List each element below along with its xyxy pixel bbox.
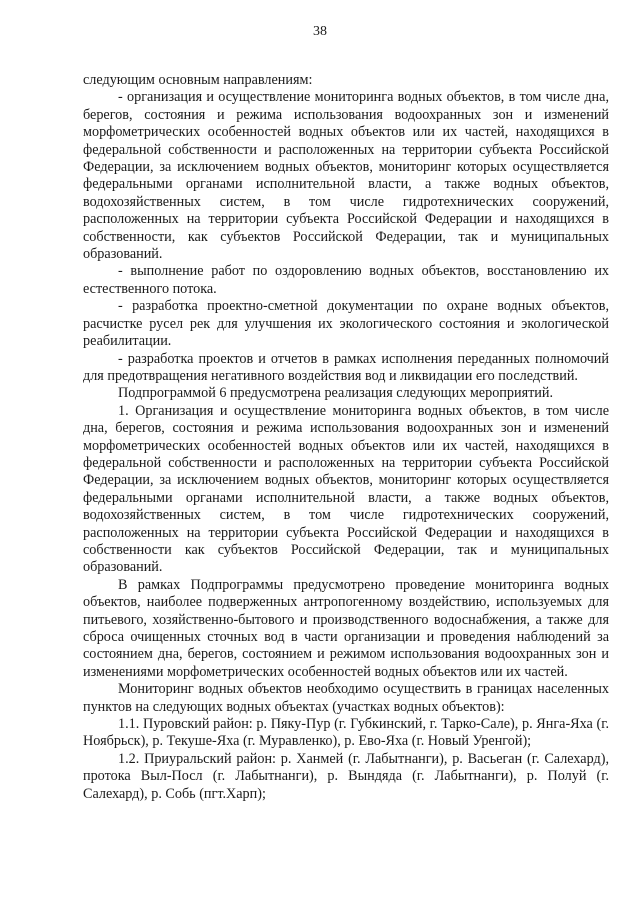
paragraph: В рамках Подпрограммы предусмотрено проведение мониторинга водных объектов, наиболее подверженных антропогенному воздействию, используемых для питьевого, хозяйственно-бытового и производственного водоснабжения, а также для сброса очищенных сточных вод в части организации и проведения наблюдений за состоянием дна, берегов, состоянием и режимом использования водоохранных зон и изменениями морфометрических особенностей водных объектов или их частей. xyxy=(83,576,609,680)
paragraph: - разработка проектно-сметной документации по охране водных объектов, расчистке русел рек для улучшения их экологического состояния и экологической реабилитации. xyxy=(83,298,609,350)
paragraph: Мониторинг водных объектов необходимо осуществить в границах населенных пунктов на следующих водных объектах (участках водных объектов): xyxy=(83,681,609,715)
paragraph: следующим основным направлениям: xyxy=(83,72,313,88)
paragraph: - выполнение работ по оздоровлению водных объектов, восстановлению их естественного потока. xyxy=(83,263,609,297)
page-number: 38 xyxy=(313,24,327,39)
paragraph: - организация и осуществление мониторинга водных объектов, в том числе дна, берегов, состояния и режима использования водоохранных зон и изменений морфометрических особенностей водных объектов или их частей, находящихся в федеральной собственности и расположенных на территории субъекта Российской Федерации, за исключением водных объектов, мониторинг которых осуществляется федеральными органами исполнительной власти, а также водных объектов, водохозяйственных систем, в том числе гидротехнических сооружений, расположенных на территории субъекта Российской Федерации и находящихся в собственности, как субъектов Российской Федерации, так и муниципальных образований. xyxy=(83,89,609,263)
document-body xyxy=(83,72,609,803)
paragraph: 1.2. Приуральский район: р. Ханмей (г. Лабытнанги), р. Васьеган (г. Салехард), протока Выл-Посл (г. Лабытнанги), р. Вындяда (г. Лабытнанги), р. Полуй (г. Салехард), р. Собь (пгт.Харп); xyxy=(83,750,609,802)
paragraph: - разработка проектов и отчетов в рамках исполнения переданных полномочий для предотвращения негативного воздействия вод и ликвидации его последствий. xyxy=(83,350,609,384)
paragraph: Подпрограммой 6 предусмотрена реализация следующих мероприятий. xyxy=(118,385,554,402)
paragraph: 1. Организация и осуществление мониторинга водных объектов, в том числе дна, берегов, состояния и режима использования водоохранных зон и изменений морфометрических особенностей водных объектов или их частей, находящихся в федеральной собственности и расположенных на территории субъекта Российской Федерации, за исключением водных объектов, мониторинг которых осуществляется федеральными органами исполнительной власти, а также водных объектов, водохозяйственных систем, в том числе гидротехнических сооружений, расположенных на территории субъекта Российской Федерации и находящихся в собственности как субъектов Российской Федерации, так и муниципальных образований. xyxy=(83,402,609,576)
paragraph: 1.1. Пуровский район: р. Пяку-Пур (г. Губкинский, г. Тарко-Сале), р. Янга-Яха (г. Ноябрьск), р. Текуше-Яха (г. Муравленко), р. Ево-Яха (г. Новый Уренгой); xyxy=(83,716,609,750)
